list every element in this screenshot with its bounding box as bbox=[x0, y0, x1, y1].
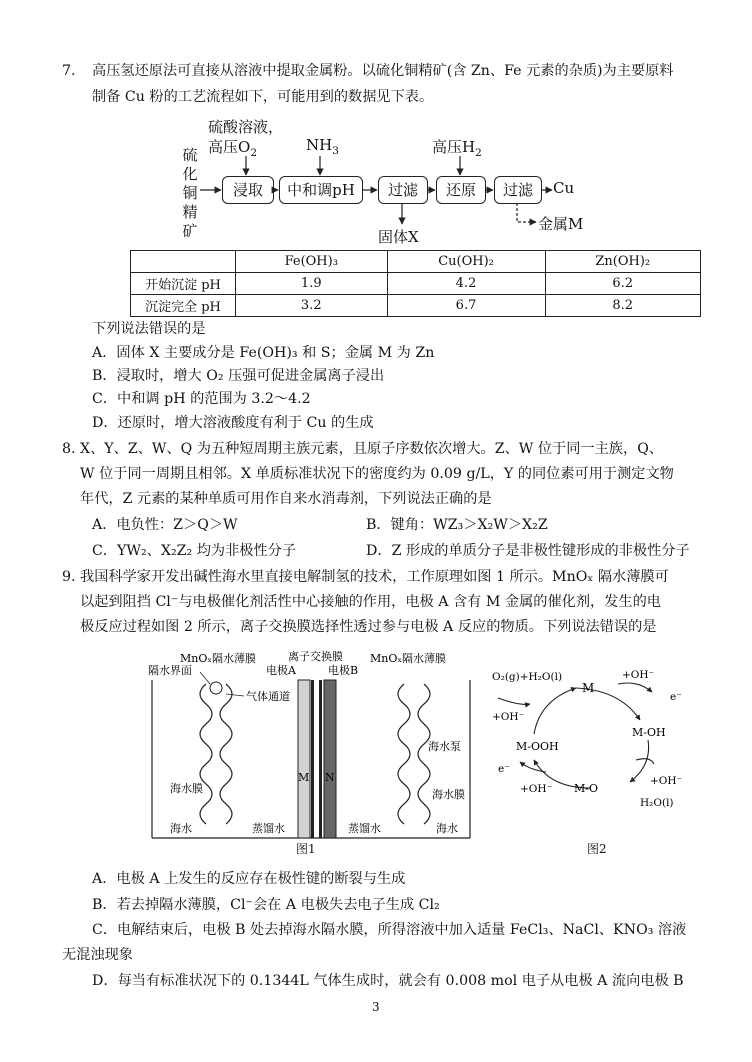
q9-figure-2 bbox=[490, 660, 700, 820]
page-number: 3 bbox=[372, 1000, 380, 1014]
table-header-cell: Fe(OH)₃ bbox=[236, 251, 388, 273]
fig1-label-m: M bbox=[298, 771, 310, 784]
fig2-arrow-label: +OH⁻ bbox=[622, 669, 655, 681]
table-cell: 3.2 bbox=[236, 295, 388, 317]
fig2-node-mo: M-O bbox=[574, 782, 598, 795]
q7-data-table bbox=[130, 250, 701, 317]
q7-option-c: C．中和调 pH 的范围为 3.2～4.2 bbox=[92, 391, 311, 407]
q9-figure-1 bbox=[148, 650, 478, 850]
q7-stem-line1: 高压氢还原法可直接从溶液中提取金属粉。以硫化铜精矿(含 Zn、Fe 元素的杂质)为主要原料 bbox=[92, 63, 674, 79]
fig2-node-o2: O₂(g)+H₂O(l) bbox=[492, 671, 563, 683]
fig2-node-mooh: M-OOH bbox=[516, 740, 559, 753]
table-row bbox=[131, 295, 701, 317]
q7-option-a: A．固体 X 主要成分是 Fe(OH)₃ 和 S；金属 M 为 Zn bbox=[92, 345, 435, 361]
flow-reagent-acid: 硫酸溶液， bbox=[208, 118, 284, 136]
fig1-label-mnox-right: MnOₓ隔水薄膜 bbox=[370, 652, 447, 665]
fig1-label-membrane-right: 海水膜 bbox=[432, 788, 465, 801]
flow-byproduct-metal-m: 金属M bbox=[538, 215, 584, 233]
q7-number: 7. bbox=[62, 63, 76, 79]
table-header-row bbox=[131, 251, 701, 273]
fig2-arrow-label: +OH⁻ bbox=[650, 775, 683, 787]
table-cell: 1.9 bbox=[236, 273, 388, 295]
q9-option-a: A．电极 A 上发生的反应存在极性键的断裂与生成 bbox=[92, 871, 406, 887]
flow-reagent-o2: 高压$O_2$ bbox=[208, 138, 257, 159]
table-header-cell: Cu(OH)₂ bbox=[387, 251, 545, 273]
q9-option-c-cont: 无混浊现象 bbox=[62, 947, 133, 963]
fig1-label-electrode-a: 电极A bbox=[266, 664, 296, 677]
q9-stem-line2: 以起到阻挡 Cl⁻与电极催化剂活性中心接触的作用，电极 A 含有 M 金属的催化剂，发生的电 bbox=[80, 594, 661, 610]
fig2-arrow-label: +OH⁻ bbox=[520, 783, 553, 795]
fig1-label-pump: 海水泵 bbox=[428, 740, 461, 753]
flow-step-filter1: 过滤 bbox=[378, 176, 428, 204]
flow-byproduct-solid-x: 固体X bbox=[378, 228, 419, 246]
q8-option-d: D．Z 形成的单质分子是非极性键形成的非极性分子 bbox=[366, 543, 690, 559]
table-cell: 4.2 bbox=[387, 273, 545, 295]
q8-stem-line1: X、Y、Z、W、Q 为五种短周期主族元素，且原子序数依次增大。Z、W 位于同一主族，Q、 bbox=[80, 441, 664, 457]
table-cell: 8.2 bbox=[545, 295, 700, 317]
flow-step-leach: 浸取 bbox=[222, 176, 274, 204]
q9-stem-line1: 我国科学家开发出碱性海水里直接电解制氢的技术，工作原理如图 1 所示。MnOₓ 隔水薄膜可 bbox=[80, 569, 669, 585]
table-cell: 沉淀完全 pH bbox=[131, 295, 236, 317]
q8-stem-line2: W 位于同一周期且相邻。X 单质标准状况下的密度约为 0.09 g/L，Y 的同位素可用于测定文物 bbox=[80, 466, 674, 482]
fig2-caption: 图2 bbox=[587, 842, 607, 856]
flow-arrows bbox=[0, 0, 752, 260]
fig1-label-mnox-left: MnOₓ隔水薄膜 bbox=[180, 652, 257, 665]
q8-option-c: C．YW₂、X₂Z₂ 均为非极性分子 bbox=[92, 543, 297, 559]
q8-stem-line3: 年代，Z 元素的某种单质可用作自来水消毒剂，下列说法正确的是 bbox=[80, 491, 492, 507]
fig2-arrow-label: e⁻ bbox=[670, 691, 682, 703]
table-cell: 开始沉淀 pH bbox=[131, 273, 236, 295]
table-header-cell: Zn(OH)₂ bbox=[545, 251, 700, 273]
fig1-label-membrane-left: 海水膜 bbox=[170, 782, 203, 795]
flow-step-filter2: 过滤 bbox=[494, 176, 542, 204]
fig1-label-electrode-b: 电极B bbox=[328, 664, 359, 677]
fig1-label-distilled-right: 蒸馏水 bbox=[348, 822, 381, 835]
q9-option-d: D．每当有标准状况下的 0.1344L 气体生成时，就会有 0.008 mol 电子从电极 A 流向电极 B bbox=[92, 973, 684, 989]
table-header-cell bbox=[131, 251, 236, 273]
q8-option-a: A．电负性：Z＞Q＞W bbox=[92, 517, 238, 533]
fig2-arrow-label: e⁻ bbox=[498, 763, 510, 775]
fig1-label-seawater-left: 海水 bbox=[170, 822, 192, 835]
q9-option-b: B．若去掉隔水薄膜，Cl⁻会在 A 电极失去电子生成 Cl₂ bbox=[92, 897, 440, 913]
fig2-node-m: M bbox=[582, 681, 595, 695]
table-cell: 6.7 bbox=[387, 295, 545, 317]
fig1-caption: 图1 bbox=[296, 842, 316, 856]
fig1-label-exchange: 离子交换膜 bbox=[288, 650, 343, 663]
flow-step-neutralize: 中和调pH bbox=[279, 176, 363, 204]
q7-option-d: D．还原时，增大溶液酸度有利于 Cu 的生成 bbox=[92, 415, 374, 431]
table-row bbox=[131, 273, 701, 295]
flow-raw-material: 硫 化 铜 精 矿 bbox=[182, 146, 198, 240]
fig1-label-interface: 隔水界面 bbox=[148, 664, 192, 677]
fig1-label-gas-channel: 气体通道 bbox=[246, 690, 290, 703]
q7-stem-line2: 制备 Cu 粉的工艺流程如下，可能用到的数据见下表。 bbox=[92, 89, 434, 105]
flow-product-cu: Cu bbox=[553, 179, 575, 197]
q8-option-b: B．键角：WZ₃＞X₂W＞X₂Z bbox=[366, 517, 548, 533]
fig2-arrow-label: +OH⁻ bbox=[492, 711, 525, 723]
fig2-node-moh: M-OH bbox=[632, 726, 666, 739]
table-cell: 6.2 bbox=[545, 273, 700, 295]
flow-step-reduce: 还原 bbox=[436, 176, 486, 204]
fig1-label-seawater-right: 海水 bbox=[436, 822, 458, 835]
fig1-label-n: N bbox=[325, 771, 335, 784]
q9-option-c: C．电解结束后，电极 B 处去掉海水隔水膜，所得溶液中加入适量 FeCl₃、NaCl、KNO₃ 溶液 bbox=[92, 922, 687, 938]
flow-reagent-h2: 高压$H_2$ bbox=[432, 138, 482, 159]
fig1-label-distilled-left: 蒸馏水 bbox=[252, 822, 285, 835]
q8-number: 8. bbox=[62, 441, 76, 457]
q7-option-b: B．浸取时，增大 O₂ 压强可促进金属离子浸出 bbox=[92, 368, 385, 384]
q9-stem-line3: 极反应过程如图 2 所示，离子交换膜选择性透过参与电极 A 反应的物质。下列说法错误的是 bbox=[80, 619, 657, 635]
q7-prompt: 下列说法错误的是 bbox=[92, 321, 206, 337]
fig2-node-h2o: H₂O(l) bbox=[640, 797, 674, 809]
q9-number: 9. bbox=[62, 569, 76, 585]
flow-reagent-nh3: $NH_3$ bbox=[306, 136, 339, 157]
